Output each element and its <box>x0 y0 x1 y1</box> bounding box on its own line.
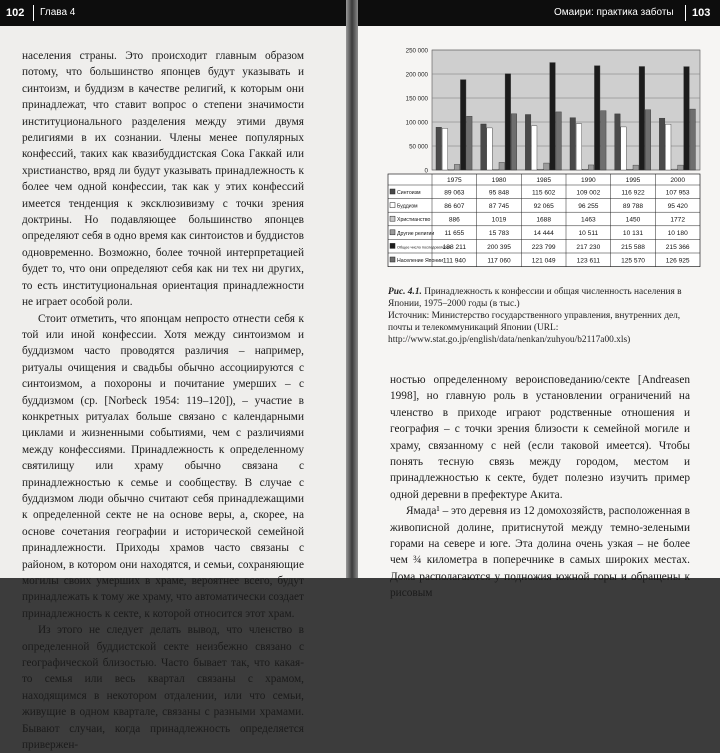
data-label: 10 131 <box>622 230 644 238</box>
axes <box>406 48 429 175</box>
data-label: 126 925 <box>665 257 690 265</box>
data-label: 89 788 <box>622 203 644 210</box>
bar-6-1995 <box>645 110 651 170</box>
bar-6-1985 <box>556 112 562 170</box>
bar-2-1975 <box>442 128 448 170</box>
bar-4-1980 <box>499 162 505 170</box>
data-label: 14 444 <box>533 230 554 238</box>
x-tick-label: 1990 <box>580 177 596 184</box>
legend-swatch <box>390 216 395 221</box>
paragraph: ностью определенному вероисповеданию/секте [Andreasen 1998], но главную роль в установлении ограничений на членство в приходе играют родственные отношения и география – с точки зрения близости к семейной могиле и храму, связанному с ней (если таковой имеется). Чтобы понять тесную связь между городом, местом и принадлежностью к секте, будет полезно изучить пример одной деревни в префектуре Акита. <box>390 374 690 501</box>
bar-4-2000 <box>678 165 684 170</box>
bar-2-1995 <box>621 127 627 170</box>
y-tick-label: 200 000 <box>405 71 428 79</box>
data-label: 188 211 <box>442 243 467 251</box>
bar-4-1995 <box>633 165 639 170</box>
data-label: 1772 <box>670 216 686 224</box>
right-body-text <box>390 372 690 602</box>
bar-3-1985 <box>538 169 544 170</box>
running-title: Омаири: практика заботы <box>554 7 674 18</box>
figure-chart-area <box>386 40 706 278</box>
data-label: 10 180 <box>667 230 688 238</box>
data-label: 200 395 <box>487 243 511 251</box>
bar-6-1990 <box>601 111 607 170</box>
x-tick-label: 1980 <box>491 177 507 184</box>
figure-label: Рис. 4.1. <box>388 287 422 297</box>
x-tick-label: 1975 <box>446 177 462 184</box>
data-label: 117 060 <box>487 257 511 265</box>
legend-swatch <box>390 257 395 262</box>
chapter-title: Глава 4 <box>40 7 76 18</box>
data-label: 1450 <box>625 216 641 224</box>
data-label: 1688 <box>536 216 552 224</box>
data-label: 125 570 <box>621 257 645 265</box>
legend-label: Население Японии <box>397 258 444 264</box>
y-tick-label: 150 000 <box>405 95 428 103</box>
data-label: 215 588 <box>621 243 645 251</box>
data-label: 96 255 <box>578 203 599 210</box>
left-page <box>0 0 346 752</box>
bar-3-1975 <box>448 170 454 171</box>
header-separator <box>33 5 34 21</box>
data-label: 115 602 <box>531 189 556 197</box>
bar-3-1990 <box>582 169 588 170</box>
data-label: 109 002 <box>576 189 601 197</box>
data-label: 86 607 <box>444 203 465 210</box>
data-label: 223 799 <box>531 243 556 251</box>
legend-label: Буддизм <box>397 203 418 210</box>
bar-5-1995 <box>639 67 645 170</box>
bar-5-2000 <box>684 67 690 170</box>
legend-swatch <box>390 189 395 194</box>
data-label: 121 049 <box>531 257 556 265</box>
bar-6-1975 <box>467 116 473 170</box>
right-page-number: 103 <box>692 7 711 19</box>
left-page-header <box>0 0 346 26</box>
legend-label: Другие религии <box>397 230 435 237</box>
data-label: 89 063 <box>444 189 465 197</box>
legend-label: Общее число последователей <box>397 245 451 250</box>
figure-title: Принадлежность к конфессии и общая численность населения в Японии, 1975–2000 годы (в тыс.) <box>388 287 682 309</box>
header-separator <box>685 5 686 21</box>
data-label: 11 655 <box>444 230 465 238</box>
data-label: 1019 <box>491 216 507 224</box>
x-tick-label: 1985 <box>536 177 552 184</box>
data-label: 1463 <box>580 216 596 224</box>
data-label: 10 511 <box>578 230 599 238</box>
x-tick-label: 2000 <box>670 177 686 184</box>
data-label: 116 922 <box>621 189 645 197</box>
bar-2-2000 <box>665 124 671 170</box>
data-label: 92 065 <box>533 203 554 210</box>
data-label: 95 420 <box>667 203 688 210</box>
figure-source: Источник: Министерство государственного управления, внутренних дел, почты и телекоммуникаций Японии (URL: http://www.stat.go.jp/english/data/nenkan/zuhyou/b2117a00.xls) <box>388 311 681 345</box>
data-label: 87 745 <box>488 203 510 210</box>
paragraph: населения страны. Это происходит главным образом потому, что большинство японцев будут указывать и синтоизм, и буддизм в качестве религий, к которым они принадлежат, что ставит вопрос о степени значимости институционального разделения между этими двумя религиями в их сознании. Члены менее популярных конфессий, таких как квазибуддистская Сока Гаккай или христианство, вряд ли будут указывать принадлежность к более чем одной конфессии, так как у этих конфессий имеется тенденция к эксклюзивизму с точки зрения доктрины. Но подавляющее большинство японцев определяют себя в одно время как синтоистов и буддистов одновременно. Возможно, более точной интерпретацией будет то, что они определяют себя как ни тех ни других, то есть институциональная ориентация принадлежности не играет особой роли. <box>22 50 304 309</box>
bar-2-1990 <box>576 124 582 170</box>
y-tick-label: 100 000 <box>405 119 428 127</box>
data-label: 107 953 <box>665 189 690 197</box>
bar-5-1975 <box>460 80 466 170</box>
paragraph: Ямада¹ – это деревня из 12 домохозяйств, расположенная в живописной долине, притиснутой между темно-зелеными горами на севере и юге. Эта долина очень узкая – не более чем ¾ километра в поперечнике в самых широких местах. Дома располагаются у подножия южной горы и обращены к рисовым <box>390 505 691 600</box>
data-label: 15 783 <box>488 230 510 238</box>
data-label: 95 848 <box>488 189 510 197</box>
bar-6-2000 <box>690 109 696 170</box>
data-label: 111 940 <box>442 257 466 265</box>
bar-5-1980 <box>505 74 511 170</box>
bar-1-1975 <box>436 127 442 170</box>
bar-1-1990 <box>570 118 576 170</box>
x-tick-label: 1995 <box>625 177 641 184</box>
bar-5-1985 <box>550 63 556 170</box>
paragraph: Из этого не следует делать вывод, что членство в определенной буддистской секте неизбежно связано с географической близостью. Часто бывает так, что какая-то семья или весь квартал связаны с храмом, находящимся в некотором отдалении, или что семьи, живущие в одном квартале, связаны с разными храмами. Бывают случаи, когда принадлежность определяется привержен- <box>22 624 304 752</box>
bar-1-1995 <box>615 114 621 170</box>
right-page-header <box>358 0 720 26</box>
bar-3-1980 <box>493 170 499 171</box>
legend-swatch <box>390 243 395 248</box>
legend-label: Христианство <box>397 217 431 224</box>
legend-swatch <box>390 230 395 235</box>
confession-bar-chart <box>386 40 706 278</box>
data-label: 886 <box>448 216 460 224</box>
legend-swatch <box>390 203 395 208</box>
right-page <box>358 0 720 600</box>
bar-4-1985 <box>544 163 550 170</box>
bar-4-1990 <box>588 165 594 170</box>
bar-4-1975 <box>454 164 460 170</box>
left-page-number: 102 <box>6 7 25 19</box>
bar-1-1985 <box>525 115 531 170</box>
bar-2-1985 <box>531 126 537 170</box>
data-label: 215 366 <box>665 243 690 251</box>
bar-1-2000 <box>659 118 665 170</box>
bar-2-1980 <box>487 128 493 170</box>
y-tick-label: 50 000 <box>409 143 428 151</box>
book-gutter <box>346 0 358 578</box>
legend-label: Синтоизм <box>397 190 421 196</box>
left-body-text <box>22 48 304 753</box>
y-tick-label: 0 <box>424 167 428 175</box>
figure-caption <box>388 286 698 346</box>
bar-3-2000 <box>672 169 678 170</box>
paragraph: Стоит отметить, что японцам непросто отнести себя к той или иной конфессии. Хотя между синтоизмом и буддизмом часто проводятся различия – например, ритуалы очищения и свадьбы обычно ассоциируются с синтоизмом, а похороны и почитание умерших – с буддизмом (ср. [Norbeck 1954: 119–120]), – участие в конкретных ритуалах больше связано с календарными циклами и жизненными событиями, чем с различиями между конфессиями. Принадлежность к определенному святилищу или храму обычно связана с принадлежностью к семье и сообществу. В случае с буддизмом люди обычно считают себя принадлежащими к определенной секте не на основе веры, а, скорее, на основе сочетания географии и исторической семейной принадлежности. Приходы храмов часто связаны с районом, в котором они находятся, и семьи, сохраняющие могилы своих умерших в храме, вероятнее всего, будут принадлежать к тому же храму, что автоматически создает принадлежность к секте, к которой относится этот храм. <box>22 312 304 620</box>
y-tick-label: 250 000 <box>405 47 428 55</box>
bar-3-1995 <box>627 169 633 170</box>
bar-5-1990 <box>594 66 600 170</box>
data-label: 217 230 <box>576 243 601 251</box>
data-label: 123 611 <box>576 257 601 265</box>
data-table <box>388 174 700 267</box>
bar-6-1980 <box>511 114 517 170</box>
bar-1-1980 <box>481 124 487 170</box>
